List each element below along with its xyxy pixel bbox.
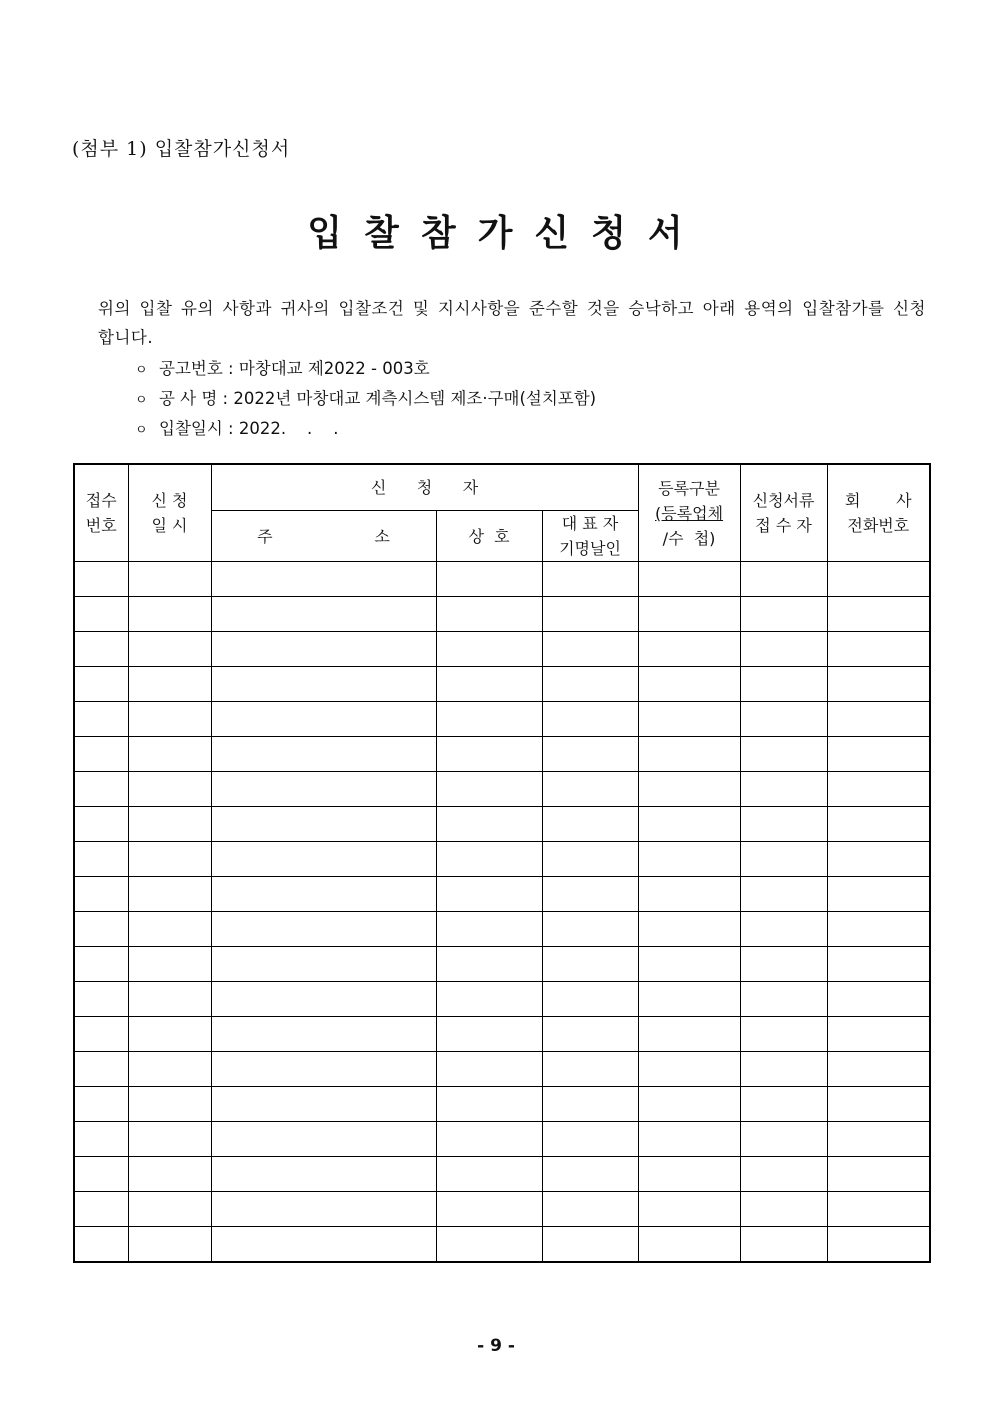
table-cell[interactable]: [436, 1227, 542, 1263]
table-cell[interactable]: [436, 877, 542, 912]
table-row: [74, 912, 930, 947]
table-row: [74, 562, 930, 597]
table-cell[interactable]: [211, 1052, 436, 1087]
table-cell[interactable]: [436, 912, 542, 947]
table-cell[interactable]: [827, 1087, 930, 1122]
table-cell[interactable]: [128, 772, 211, 807]
info-item-notice-number: ㅇ 공고번호 : 마창대교 제2022 - 003호: [135, 354, 596, 384]
table-cell[interactable]: [436, 1052, 542, 1087]
header-representative-seal: 대 표 자 기명날인: [542, 511, 638, 562]
table-cell[interactable]: [638, 807, 740, 842]
table-cell[interactable]: [74, 1017, 128, 1052]
table-cell[interactable]: [74, 1227, 128, 1263]
info-item-project-name: ㅇ 공 사 명 : 2022년 마창대교 계측시스템 제조·구매(설치포함): [135, 384, 596, 414]
table-cell[interactable]: [542, 842, 638, 877]
table-row: [74, 667, 930, 702]
table-cell[interactable]: [128, 982, 211, 1017]
table-cell[interactable]: [638, 562, 740, 597]
table-cell[interactable]: [436, 1087, 542, 1122]
table-cell[interactable]: [211, 877, 436, 912]
table-cell[interactable]: [827, 632, 930, 667]
table-cell[interactable]: [827, 667, 930, 702]
table-cell[interactable]: [638, 702, 740, 737]
table-cell[interactable]: [436, 1157, 542, 1192]
table-row: [74, 947, 930, 982]
table-cell[interactable]: [638, 1052, 740, 1087]
info-list: [135, 354, 596, 444]
table-cell[interactable]: [638, 842, 740, 877]
table-cell[interactable]: [542, 947, 638, 982]
info-value: 마창대교 제2022 - 003호: [238, 359, 430, 378]
table-cell[interactable]: [827, 982, 930, 1017]
table-cell[interactable]: [436, 1017, 542, 1052]
info-label: 공고번호: [159, 359, 223, 378]
table-cell[interactable]: [542, 597, 638, 632]
table-cell[interactable]: [211, 737, 436, 772]
table-cell[interactable]: [638, 632, 740, 667]
table-cell[interactable]: [74, 1122, 128, 1157]
table-cell[interactable]: [740, 702, 827, 737]
table-row: [74, 1122, 930, 1157]
table-cell[interactable]: [740, 737, 827, 772]
table-cell[interactable]: [74, 562, 128, 597]
table-cell[interactable]: [128, 597, 211, 632]
table-cell[interactable]: [827, 702, 930, 737]
header-receipt-number: 접수 번호: [74, 464, 128, 562]
table-cell[interactable]: [740, 842, 827, 877]
table-cell[interactable]: [638, 947, 740, 982]
table-cell[interactable]: [211, 772, 436, 807]
table-cell[interactable]: [827, 912, 930, 947]
header-trade-name: 상 호: [436, 511, 542, 562]
table-cell[interactable]: [638, 1122, 740, 1157]
table-cell[interactable]: [740, 1122, 827, 1157]
table-cell[interactable]: [542, 737, 638, 772]
table-body: [74, 562, 930, 1263]
table-row: [74, 772, 930, 807]
bullet-icon: ㅇ: [135, 393, 148, 408]
intro-paragraph: 위의 입찰 유의 사항과 귀사의 입찰조건 및 지시사항을 준수할 것을 승낙하고 아래 용역의 입찰참가를 신청합니다.: [98, 299, 926, 347]
header-address: 주 소: [211, 511, 436, 562]
table-cell[interactable]: [827, 1052, 930, 1087]
table-cell[interactable]: [74, 772, 128, 807]
table-cell[interactable]: [74, 807, 128, 842]
table-cell[interactable]: [827, 947, 930, 982]
table-cell[interactable]: [638, 772, 740, 807]
table-cell[interactable]: [542, 1227, 638, 1263]
table-cell[interactable]: [128, 1122, 211, 1157]
table-cell[interactable]: [128, 1227, 211, 1263]
table-row: [74, 632, 930, 667]
table-cell[interactable]: [638, 667, 740, 702]
table-cell[interactable]: [542, 1122, 638, 1157]
table-cell[interactable]: [542, 982, 638, 1017]
table-cell[interactable]: [542, 877, 638, 912]
table-cell[interactable]: [74, 667, 128, 702]
table-cell[interactable]: [128, 1052, 211, 1087]
table-cell[interactable]: [827, 842, 930, 877]
table-cell[interactable]: [128, 1087, 211, 1122]
application-table: [73, 463, 931, 1263]
table-row: [74, 982, 930, 1017]
table-cell[interactable]: [211, 702, 436, 737]
table-cell[interactable]: [542, 667, 638, 702]
table-cell[interactable]: [542, 1157, 638, 1192]
table-cell[interactable]: [740, 1017, 827, 1052]
table-row: [74, 702, 930, 737]
table-cell[interactable]: [638, 877, 740, 912]
table-cell[interactable]: [827, 807, 930, 842]
table-cell[interactable]: [436, 842, 542, 877]
table-row: [74, 1087, 930, 1122]
header-document-receiver: 신청서류 접 수 자: [740, 464, 827, 562]
table-cell[interactable]: [74, 947, 128, 982]
table-cell[interactable]: [827, 877, 930, 912]
table-cell[interactable]: [542, 807, 638, 842]
table-cell[interactable]: [638, 982, 740, 1017]
table-cell[interactable]: [827, 562, 930, 597]
table-cell[interactable]: [74, 1157, 128, 1192]
table-cell[interactable]: [74, 597, 128, 632]
table-cell[interactable]: [638, 597, 740, 632]
header-applicant: 신 청 자: [211, 464, 638, 511]
table-cell[interactable]: [827, 772, 930, 807]
table-cell[interactable]: [128, 912, 211, 947]
info-value: 2022년 마창대교 계측시스템 제조·구매(설치포함): [233, 389, 597, 408]
info-item-bid-date: ㅇ 입찰일시 : 2022. . .: [135, 414, 596, 444]
table-cell[interactable]: [436, 982, 542, 1017]
table-cell[interactable]: [542, 702, 638, 737]
table-cell[interactable]: [740, 982, 827, 1017]
table-cell[interactable]: [740, 562, 827, 597]
table-cell[interactable]: [638, 912, 740, 947]
table-cell[interactable]: [740, 947, 827, 982]
table-cell[interactable]: [128, 877, 211, 912]
table-cell[interactable]: [128, 1017, 211, 1052]
table-cell[interactable]: [211, 562, 436, 597]
table-row: [74, 1227, 930, 1263]
bullet-icon: ㅇ: [135, 363, 148, 378]
table-cell[interactable]: [436, 562, 542, 597]
header-company-phone: 회 사 전화번호: [827, 464, 930, 562]
table-cell[interactable]: [542, 1087, 638, 1122]
header-registration-type: 등록구분 (등록업체 /수 첩): [638, 464, 740, 562]
table-cell[interactable]: [74, 737, 128, 772]
table-cell[interactable]: [128, 947, 211, 982]
table-cell[interactable]: [436, 667, 542, 702]
table-cell[interactable]: [638, 737, 740, 772]
table-cell[interactable]: [211, 632, 436, 667]
table-cell[interactable]: [542, 1192, 638, 1227]
table-cell[interactable]: [211, 1157, 436, 1192]
table-cell[interactable]: [638, 1192, 740, 1227]
table-cell[interactable]: [542, 1017, 638, 1052]
table-cell[interactable]: [638, 1087, 740, 1122]
table-cell[interactable]: [638, 1017, 740, 1052]
header-application-date: 신 청 일 시: [128, 464, 211, 562]
info-label: 입찰일시: [159, 419, 223, 438]
table-cell[interactable]: [740, 1192, 827, 1227]
table-cell[interactable]: [542, 912, 638, 947]
table-cell[interactable]: [638, 1227, 740, 1263]
table-cell[interactable]: [74, 912, 128, 947]
table-cell[interactable]: [740, 1157, 827, 1192]
table-cell[interactable]: [211, 1227, 436, 1263]
table-cell[interactable]: [740, 1087, 827, 1122]
table-cell[interactable]: [211, 1192, 436, 1227]
table-cell[interactable]: [740, 1227, 827, 1263]
table-cell[interactable]: [211, 597, 436, 632]
table-cell[interactable]: [436, 807, 542, 842]
table-cell[interactable]: [128, 1157, 211, 1192]
table-row: [74, 737, 930, 772]
table-cell[interactable]: [436, 947, 542, 982]
table-cell[interactable]: [211, 912, 436, 947]
table-cell[interactable]: [128, 667, 211, 702]
bullet-icon: ㅇ: [135, 423, 148, 438]
table-cell[interactable]: [827, 1017, 930, 1052]
table-cell[interactable]: [542, 772, 638, 807]
page-number: - 9 -: [477, 1336, 515, 1356]
table-cell[interactable]: [128, 702, 211, 737]
table-cell[interactable]: [740, 807, 827, 842]
table-cell[interactable]: [542, 562, 638, 597]
table-cell[interactable]: [211, 667, 436, 702]
table-cell[interactable]: [74, 632, 128, 667]
table-cell[interactable]: [542, 1052, 638, 1087]
table-cell[interactable]: [128, 632, 211, 667]
info-label: 공 사 명: [159, 389, 218, 408]
table-cell[interactable]: [128, 842, 211, 877]
table-cell[interactable]: [74, 982, 128, 1017]
table-row: [74, 807, 930, 842]
table-row: [74, 597, 930, 632]
table-cell[interactable]: [542, 632, 638, 667]
table-cell[interactable]: [740, 1052, 827, 1087]
table-cell[interactable]: [211, 1017, 436, 1052]
table-cell[interactable]: [436, 1122, 542, 1157]
table-cell[interactable]: [827, 1122, 930, 1157]
table-cell[interactable]: [436, 597, 542, 632]
info-value: 2022. . .: [238, 419, 339, 438]
table-cell[interactable]: [74, 842, 128, 877]
table-cell[interactable]: [436, 632, 542, 667]
table-cell[interactable]: [128, 562, 211, 597]
table-cell[interactable]: [128, 807, 211, 842]
table-row: [74, 842, 930, 877]
table-cell[interactable]: [436, 702, 542, 737]
table-row: [74, 1192, 930, 1227]
table-cell[interactable]: [638, 1157, 740, 1192]
attachment-label: (첨부 1) 입찰참가신청서: [72, 138, 291, 160]
table-cell[interactable]: [74, 702, 128, 737]
table-cell[interactable]: [740, 597, 827, 632]
table-cell[interactable]: [827, 1227, 930, 1263]
table-cell[interactable]: [436, 737, 542, 772]
table-cell[interactable]: [740, 632, 827, 667]
table-cell[interactable]: [827, 597, 930, 632]
table-cell[interactable]: [740, 667, 827, 702]
table-cell[interactable]: [827, 1192, 930, 1227]
table-cell[interactable]: [827, 737, 930, 772]
table-cell[interactable]: [740, 772, 827, 807]
table-cell[interactable]: [211, 947, 436, 982]
table-row: [74, 1052, 930, 1087]
table-cell[interactable]: [74, 877, 128, 912]
table-cell[interactable]: [128, 1192, 211, 1227]
table-cell[interactable]: [74, 1192, 128, 1227]
table-cell[interactable]: [128, 737, 211, 772]
table-cell[interactable]: [211, 842, 436, 877]
table-cell[interactable]: [436, 1192, 542, 1227]
table-cell[interactable]: [436, 772, 542, 807]
table-cell[interactable]: [211, 1122, 436, 1157]
table-row: [74, 1157, 930, 1192]
table-cell[interactable]: [74, 1052, 128, 1087]
table-cell[interactable]: [211, 982, 436, 1017]
table-cell[interactable]: [211, 807, 436, 842]
table-cell[interactable]: [740, 877, 827, 912]
table-row: [74, 877, 930, 912]
page-title: 입찰참가신청서: [307, 213, 705, 254]
table-cell[interactable]: [740, 912, 827, 947]
table-cell[interactable]: [74, 1087, 128, 1122]
table-cell[interactable]: [827, 1157, 930, 1192]
table-cell[interactable]: [211, 1087, 436, 1122]
table-row: [74, 1017, 930, 1052]
